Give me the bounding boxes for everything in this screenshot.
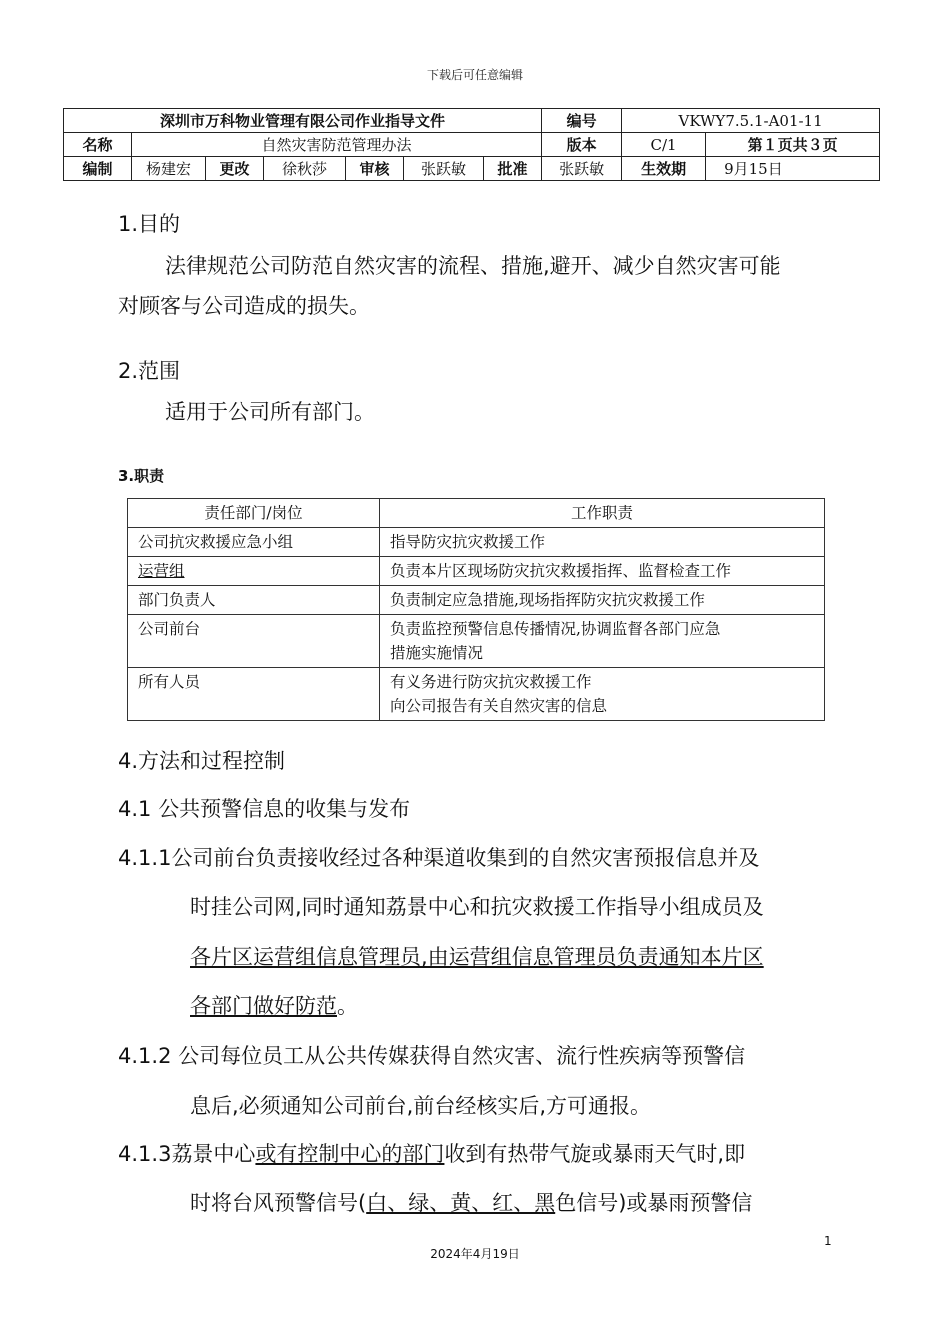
modifier-label: 更改 — [206, 157, 264, 181]
item-4-1-1-line2: 时挂公司网,同时通知荔景中心和抗灾救援工作指导小组成员及 — [190, 895, 764, 919]
table-header-dept: 责任部门/岗位 — [128, 499, 380, 528]
section2-line1: 适用于公司所有部门。 — [165, 400, 375, 424]
row-duty-line1: 负责监控预警信息传播情况,协调监督各部门应急 — [390, 620, 721, 638]
row-dept: 所有人员 — [128, 668, 380, 721]
item-text: 时将台风预警信号( — [190, 1191, 367, 1215]
table-row — [128, 557, 825, 586]
row-duty-line2: 向公司报告有关自然灾害的信息 — [390, 697, 608, 715]
item-text: 公司前台负责接收经过各种渠道收集到的自然灾害预报信息并及 — [171, 846, 760, 870]
item-text: 荔景中心 — [171, 1142, 256, 1166]
underlined-text: 白、绿、黄、红、黑 — [366, 1191, 556, 1215]
table-row — [128, 668, 825, 721]
row-dept: 公司抗灾救援应急小组 — [128, 528, 380, 557]
row-duty: 负责本片区现场防灾抗灾救援指挥、监督检查工作 — [380, 557, 825, 586]
reviewer-label: 审核 — [346, 157, 404, 181]
download-note: 下载后可任意编辑 — [426, 68, 523, 82]
item-text: 色信号)或暴雨预警信 — [555, 1191, 753, 1215]
row-duty — [380, 615, 825, 668]
section3-title: 3.职责 — [118, 467, 165, 485]
table-row — [128, 586, 825, 615]
row-dept: 部门负责人 — [128, 586, 380, 615]
section1-line2: 对顾客与公司造成的损失。 — [118, 294, 370, 318]
section4-1-title: 4.1 公共预警信息的收集与发布 — [118, 797, 411, 821]
row-dept — [128, 557, 380, 586]
underlined-text: 各片区运营组信息管理员,由运营组信息管理员负责通知本片区 — [190, 945, 764, 969]
row-dept: 公司前台 — [128, 615, 380, 668]
name-label: 名称 — [64, 133, 132, 157]
item-text: 公司每位员工从公共传媒获得自然灾害、流行性疾病等预警信 — [178, 1044, 746, 1068]
page-info: 第１页共３页 — [706, 133, 880, 157]
page-number: 1 — [824, 1234, 832, 1248]
item-4-1-3-line2 — [190, 1187, 752, 1217]
reviewer-value: 张跃敏 — [404, 157, 484, 181]
item-4-1-1-line4 — [190, 990, 358, 1020]
row-duty: 负责制定应急措施,现场指挥防灾抗灾救援工作 — [380, 586, 825, 615]
table-header-duty: 工作职责 — [380, 499, 825, 528]
table-row — [128, 615, 825, 668]
approver-value: 张跃敏 — [542, 157, 622, 181]
table-row — [128, 528, 825, 557]
item-text: 。 — [337, 994, 358, 1018]
item-number: 4.1.1 — [118, 846, 172, 870]
effective-label: 生效期 — [622, 157, 706, 181]
item-4-1-2-line2: 息后,必须通知公司前台,前台经核实后,方可通报。 — [190, 1094, 652, 1118]
underlined-text: 或有控制中心的部门 — [255, 1142, 445, 1166]
document-header-table — [63, 108, 880, 181]
item-4-1-1-line1 — [118, 842, 759, 872]
item-text: 收到有热带气旋或暴雨天气时,即 — [444, 1142, 746, 1166]
row-dept-text: 运营组 — [138, 562, 185, 580]
code-value: VKWY7.5.1-A01-11 — [622, 109, 880, 133]
section2-title: 2.范围 — [118, 359, 181, 383]
item-number: 4.1.3 — [118, 1142, 172, 1166]
effective-value: 9月15日 — [706, 157, 880, 181]
row-duty-line1: 有义务进行防灾抗灾救援工作 — [390, 673, 592, 691]
row-duty: 指导防灾抗灾救援工作 — [380, 528, 825, 557]
footer-date: 2024年4月19日 — [430, 1247, 520, 1261]
compiler-value: 杨建宏 — [132, 157, 206, 181]
underlined-text: 各部门做好防范 — [190, 994, 337, 1018]
version-label: 版本 — [542, 133, 622, 157]
item-4-1-3-line1 — [118, 1138, 745, 1168]
name-value: 自然灾害防范管理办法 — [132, 133, 542, 157]
company-doc-title: 深圳市万科物业管理有限公司作业指导文件 — [64, 109, 542, 133]
modifier-value: 徐秋莎 — [264, 157, 346, 181]
responsibility-table — [127, 498, 825, 721]
section4-title: 4.方法和过程控制 — [118, 749, 286, 773]
code-label: 编号 — [542, 109, 622, 133]
section1-title: 1.目的 — [118, 212, 181, 236]
item-4-1-1-line3 — [190, 941, 764, 971]
approver-label: 批准 — [484, 157, 542, 181]
item-number: 4.1.2 — [118, 1044, 172, 1068]
section1-line1: 法律规范公司防范自然灾害的流程、措施,避开、减少自然灾害可能 — [165, 254, 781, 278]
row-duty-line2: 措施实施情况 — [390, 644, 484, 662]
compiler-label: 编制 — [64, 157, 132, 181]
version-value: C/1 — [622, 133, 706, 157]
row-duty — [380, 668, 825, 721]
item-4-1-2-line1 — [118, 1040, 745, 1070]
